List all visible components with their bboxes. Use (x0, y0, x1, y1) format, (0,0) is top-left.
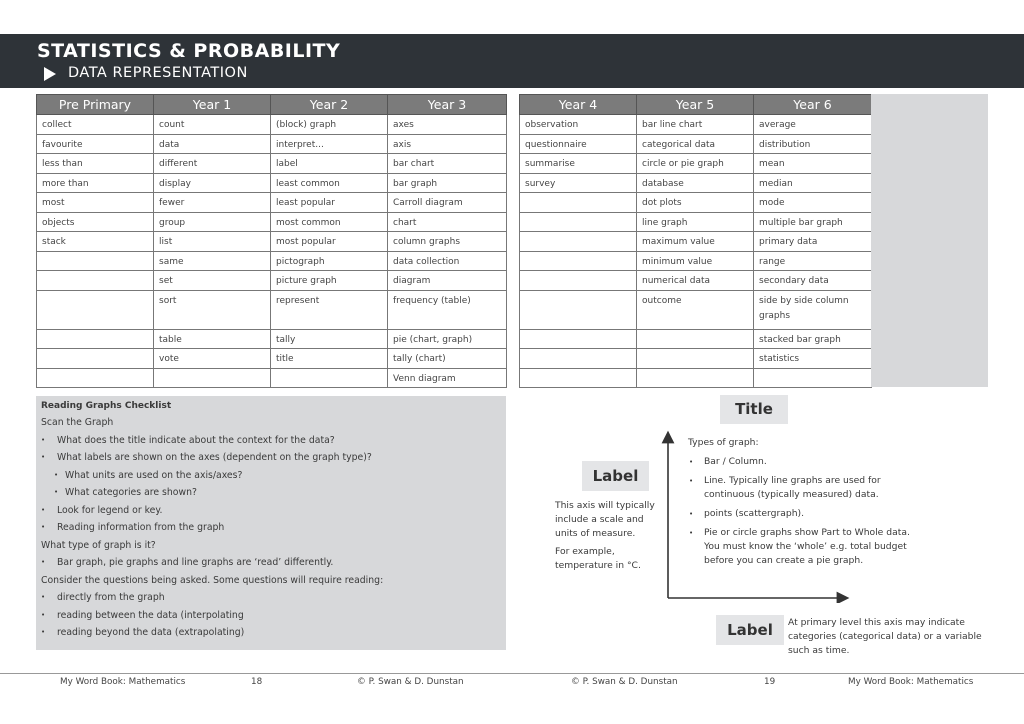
table-cell (520, 232, 637, 252)
table-row (37, 368, 507, 388)
table-row (37, 349, 507, 369)
table-cell (520, 329, 637, 349)
footer-book-title-left: My Word Book: Mathematics (60, 677, 186, 687)
table-cell: categorical data (637, 134, 754, 154)
table-cell: mean (754, 154, 872, 174)
graph-type-item: • Bar / Column. (688, 455, 928, 469)
table-cell: most common (271, 212, 388, 232)
table-cell: table (154, 329, 271, 349)
checklist-title: Reading Graphs Checklist (41, 401, 172, 411)
checklist-item: What type of graph is it? (41, 539, 156, 551)
table-cell (37, 271, 154, 291)
y-axis-label-box: Label (582, 461, 649, 491)
decorative-grey-block (871, 94, 988, 387)
table-cell: picture graph (271, 271, 388, 291)
table-cell: different (154, 154, 271, 174)
table-cell (37, 349, 154, 369)
table-cell: same (154, 251, 271, 271)
table-cell: maximum value (637, 232, 754, 252)
checklist-item: • What categories are shown? (41, 484, 501, 502)
table-cell: Venn diagram (388, 368, 507, 388)
table-cell: group (154, 212, 271, 232)
vocab-table-right (519, 94, 872, 388)
table-cell: tally (chart) (388, 349, 507, 369)
table-cell: pictograph (271, 251, 388, 271)
table-row (37, 290, 507, 329)
table-cell: fewer (154, 193, 271, 213)
table-cell (520, 368, 637, 388)
table-cell: tally (271, 329, 388, 349)
checklist-item: • What does the title indicate about the context for the data? (41, 432, 501, 450)
table-cell (637, 349, 754, 369)
table-cell: frequency (table) (388, 290, 507, 329)
table-cell: pie (chart, graph) (388, 329, 507, 349)
table-cell: less than (37, 154, 154, 174)
column-header: Year 2 (271, 95, 388, 115)
reading-graphs-checklist (36, 396, 506, 650)
table-cell: Carroll diagram (388, 193, 507, 213)
table-cell: chart (388, 212, 507, 232)
table-row (520, 232, 872, 252)
graph-types-list (688, 436, 928, 573)
table-cell: bar chart (388, 154, 507, 174)
table-cell: multiple bar graph (754, 212, 872, 232)
table-row (37, 329, 507, 349)
table-row (520, 290, 872, 329)
table-cell: most popular (271, 232, 388, 252)
table-cell: most (37, 193, 154, 213)
table-row (520, 173, 872, 193)
table-cell: display (154, 173, 271, 193)
table-cell: circle or pie graph (637, 154, 754, 174)
y-axis-desc-text: This axis will typically include a scale and units of measure. (555, 500, 655, 539)
column-header: Year 5 (637, 95, 754, 115)
table-row (37, 154, 507, 174)
table-cell (520, 212, 637, 232)
checklist-item: • Bar graph, pie graphs and line graphs are ‘read’ differently. (41, 554, 501, 572)
table-cell: statistics (754, 349, 872, 369)
table-cell: bar line chart (637, 115, 754, 135)
table-row (37, 212, 507, 232)
column-header: Year 4 (520, 95, 637, 115)
table-row (520, 329, 872, 349)
table-row (37, 134, 507, 154)
table-cell: secondary data (754, 271, 872, 291)
table-cell (520, 251, 637, 271)
table-row (520, 134, 872, 154)
graph-title-box: Title (720, 395, 788, 424)
table-row (520, 349, 872, 369)
play-arrow-icon (44, 67, 56, 81)
table-cell (271, 368, 388, 388)
table-cell (637, 368, 754, 388)
table-cell (37, 290, 154, 329)
table-row (37, 251, 507, 271)
table-row (520, 154, 872, 174)
table-cell (37, 329, 154, 349)
table-cell (154, 368, 271, 388)
table-row (520, 271, 872, 291)
footer-copyright-left: © P. Swan & D. Dunstan (357, 677, 464, 687)
table-cell: bar graph (388, 173, 507, 193)
checklist-item: • Reading information from the graph (41, 519, 501, 537)
table-cell: line graph (637, 212, 754, 232)
table-cell: median (754, 173, 872, 193)
page-title: STATISTICS & PROBABILITY (37, 40, 341, 62)
checklist-item: • reading between the data (interpolating (41, 607, 501, 625)
table-cell (37, 368, 154, 388)
table-cell: title (271, 349, 388, 369)
column-header: Pre Primary (37, 95, 154, 115)
table-cell: primary data (754, 232, 872, 252)
checklist-item: • What units are used on the axis/axes? (41, 467, 501, 485)
table-cell (37, 251, 154, 271)
table-row (520, 251, 872, 271)
table-row (520, 368, 872, 388)
table-cell: mode (754, 193, 872, 213)
table-cell: numerical data (637, 271, 754, 291)
table-cell: survey (520, 173, 637, 193)
table-cell: least common (271, 173, 388, 193)
vocab-table-left (36, 94, 507, 388)
table-cell: distribution (754, 134, 872, 154)
table-cell: average (754, 115, 872, 135)
table-cell: questionnaire (520, 134, 637, 154)
table-cell (637, 329, 754, 349)
table-cell (520, 271, 637, 291)
table-cell: label (271, 154, 388, 174)
footer-book-title-right: My Word Book: Mathematics (848, 677, 974, 687)
checklist-item: • reading beyond the data (extrapolating) (41, 624, 501, 642)
table-cell: vote (154, 349, 271, 369)
graph-types-heading: Types of graph: (688, 437, 759, 448)
table-cell: database (637, 173, 754, 193)
graph-type-item: • Pie or circle graphs show Part to Whole data. You must know the ‘whole’ e.g. total budget before you can create a pie graph. (688, 526, 928, 568)
table-cell: more than (37, 173, 154, 193)
table-cell: objects (37, 212, 154, 232)
table-cell (520, 193, 637, 213)
table-cell: minimum value (637, 251, 754, 271)
x-axis-description: At primary level this axis may indicate categories (categorical data) or a variable such as time. (788, 617, 982, 656)
table-row (520, 193, 872, 213)
column-header: Year 6 (754, 95, 872, 115)
table-cell: summarise (520, 154, 637, 174)
table-cell (520, 349, 637, 369)
table-cell: stacked bar graph (754, 329, 872, 349)
table-cell: column graphs (388, 232, 507, 252)
table-cell: (block) graph (271, 115, 388, 135)
table-cell: set (154, 271, 271, 291)
table-cell: outcome (637, 290, 754, 329)
table-row (520, 115, 872, 135)
table-row (37, 232, 507, 252)
page-subtitle (50, 65, 248, 81)
graph-type-item: • Line. Typically line graphs are used for continuous (typically measured) data. (688, 474, 928, 502)
table-cell: list (154, 232, 271, 252)
table-row (520, 212, 872, 232)
x-axis-label-box: Label (716, 615, 784, 645)
table-cell: least popular (271, 193, 388, 213)
table-row (37, 193, 507, 213)
table-cell: sort (154, 290, 271, 329)
checklist-item: Consider the questions being asked. Some questions will require reading: (41, 574, 384, 586)
table-row (37, 271, 507, 291)
checklist-item: • What labels are shown on the axes (dependent on the graph type)? (41, 449, 501, 467)
table-row (37, 115, 507, 135)
table-cell: favourite (37, 134, 154, 154)
checklist-item: • Look for legend or key. (41, 502, 501, 520)
table-cell: count (154, 115, 271, 135)
table-cell: collect (37, 115, 154, 135)
table-cell: interpret... (271, 134, 388, 154)
y-axis-description (555, 499, 665, 577)
footer-divider (0, 673, 1024, 674)
table-cell: axes (388, 115, 507, 135)
table-cell: side by side column graphs (754, 290, 872, 329)
footer-page-number-right: 19 (764, 677, 776, 687)
table-cell (520, 290, 637, 329)
checklist-item: Scan the Graph (41, 417, 114, 428)
graph-type-item: • points (scattergraph). (688, 507, 928, 521)
table-cell: axis (388, 134, 507, 154)
table-cell: range (754, 251, 872, 271)
table-cell: represent (271, 290, 388, 329)
y-axis-example-text: For example, temperature in °C. (555, 546, 641, 571)
page-subtitle-text: DATA REPRESENTATION (68, 65, 248, 81)
footer-page-number-left: 18 (251, 677, 263, 687)
table-cell: observation (520, 115, 637, 135)
table-cell: stack (37, 232, 154, 252)
column-header: Year 1 (154, 95, 271, 115)
footer-copyright-right: © P. Swan & D. Dunstan (571, 677, 678, 687)
column-header: Year 3 (388, 95, 507, 115)
table-cell: dot plots (637, 193, 754, 213)
table-row (37, 173, 507, 193)
table-cell: diagram (388, 271, 507, 291)
table-cell (754, 368, 872, 388)
checklist-item: • directly from the graph (41, 589, 501, 607)
table-cell: data collection (388, 251, 507, 271)
table-cell: data (154, 134, 271, 154)
